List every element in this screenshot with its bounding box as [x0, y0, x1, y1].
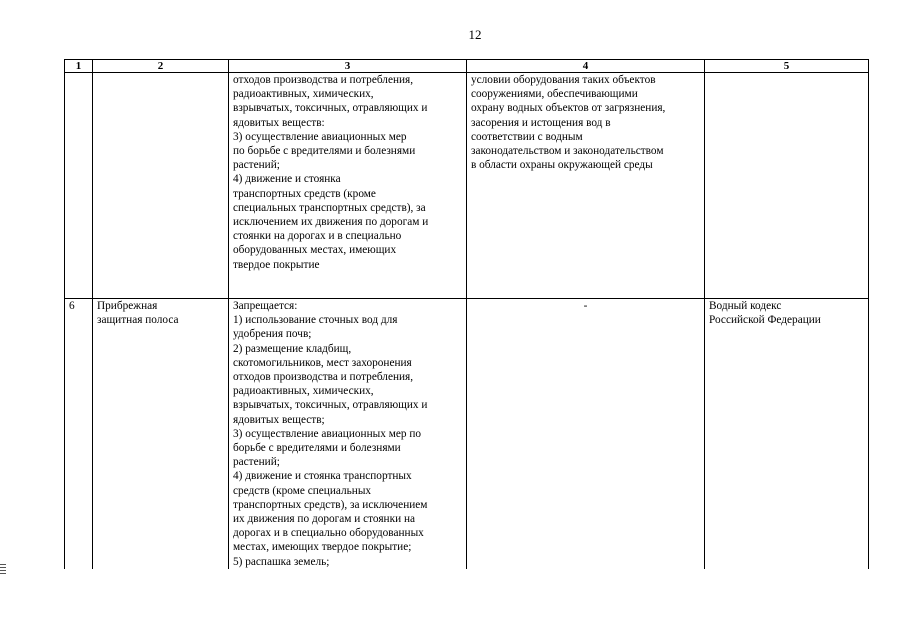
header-col-1: 1 [65, 60, 93, 73]
cell-conditions [467, 299, 705, 569]
cell-conditions-text: - [583, 300, 588, 312]
cell-zone-name-text: Прибрежная защитная полоса [97, 300, 179, 327]
cell-restrictions-text: отходов производства и потребления, радиоактивных, химических, взрывчатых, токсичных, отравляющих и ядовитых веществ: 3) осуществление авиационных мер по борьбе с вредителями и болезнями растений; 4) движение и стоянка транспортных средств (кроме специальных транспортных средств), за исключением их движения по дорогам и стоянки на дорогах и в специально оборудованных местах, имеющих твердое покрытие [233, 74, 429, 271]
header-col-3: 3 [229, 60, 467, 73]
cell-restrictions [229, 299, 467, 569]
header-col-4: 4 [467, 60, 705, 73]
cell-number [65, 73, 93, 299]
header-col-5: 5 [705, 60, 869, 73]
table-row-6 [65, 299, 869, 569]
cell-number [65, 299, 93, 569]
cell-conditions [467, 73, 705, 299]
cell-conditions-text: условии оборудования таких объектов сооружениями, обеспечивающими охрану водных объектов от загрязнения, засорения и истощения вод в соответствии с водным законодательством и законодательством в области охраны окружающей среды [471, 74, 666, 172]
cell-basis-text: Водный кодекс Российской Федерации [709, 300, 821, 327]
cell-basis [705, 299, 869, 569]
cell-number-text: 6 [69, 300, 75, 312]
table-row-continuation [65, 73, 869, 299]
margin-scan-mark [0, 564, 6, 576]
header-col-2: 2 [93, 60, 229, 73]
cell-restrictions [229, 73, 467, 299]
page-number: 12 [468, 27, 482, 42]
cell-zone-name [93, 299, 229, 569]
cell-restrictions-text: Запрещается: 1) использование сточных вод для удобрения почв; 2) размещение кладбищ, скотомогильников, мест захоронения отходов производства и потребления, радиоактивных, химических, взрывчатых, токсичных, отравляющих и ядовитых веществ; 3) осуществление авиационных мер по борьбе с вредителями и болезнями растений; 4) движение и стоянка транспортных средств (кроме специальных транспортных средств), за исключением их движения по дорогам и стоянки на дорогах и в специально оборудованных местах, имеющих твердое покрытие; 5) распашка земель; [233, 300, 428, 568]
zones-table [64, 59, 869, 569]
table-header-row [65, 60, 869, 73]
cell-zone-name [93, 73, 229, 299]
cell-basis [705, 73, 869, 299]
